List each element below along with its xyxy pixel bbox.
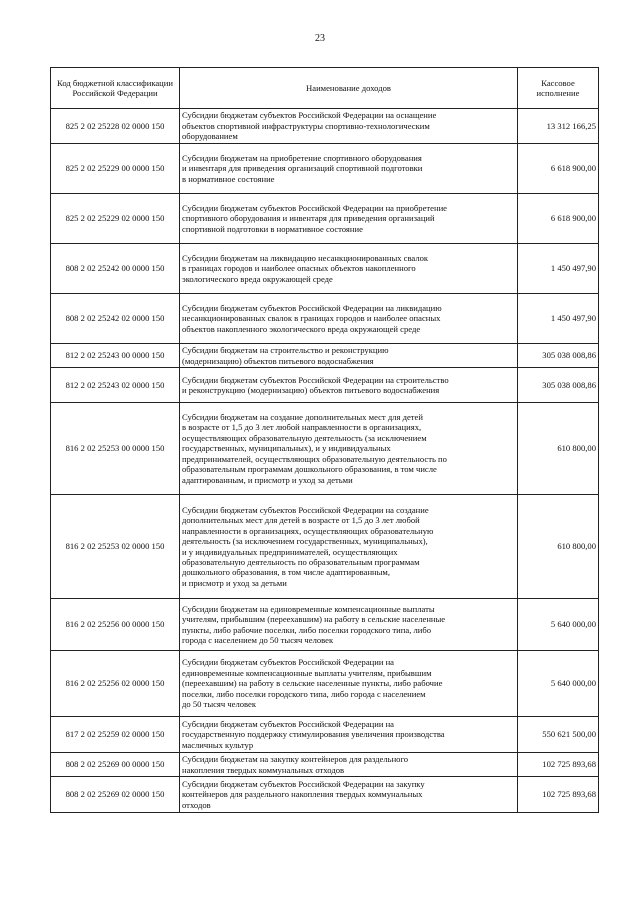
budget-code: 808 2 02 25242 02 0000 150: [51, 294, 180, 344]
revenue-name: Субсидии бюджетам на закупку контейнеров для раздельного накопления твердых коммунальных отходов: [180, 753, 518, 777]
budget-code: 816 2 02 25256 02 0000 150: [51, 651, 180, 717]
table-row: [51, 344, 599, 368]
table-row: [51, 144, 599, 194]
cash-execution: 610 800,00: [518, 495, 599, 599]
revenue-name: Субсидии бюджетам на ликвидацию несанкционированных свалок в границах городов и наиболее опасных объектов накопленного экологического вреда окружающей среде: [180, 244, 518, 294]
header-sum: Кассовое исполнение: [518, 68, 599, 109]
revenue-name: Субсидии бюджетам субъектов Российской Федерации на создание дополнительных мест для детей в возрасте от 1,5 до 3 лет любой направленности в организациях, осуществляющих образовательную деятельность (за исключением государственных, муниципальных), и у индивидуальных предпринимателей, осуществляющих образовательную деятельность по образовательным программам дошкольного образования, в том числе адаптированным, и присмотр и уход за детьми: [180, 495, 518, 599]
revenue-name: Субсидии бюджетам субъектов Российской Федерации на строительство и реконструкцию (модернизацию) объектов питьевого водоснабжения: [180, 368, 518, 403]
revenue-name: Субсидии бюджетам субъектов Российской Федерации на ликвидацию несанкционированных свалок в границах городов и наиболее опасных объектов накопленного экологического вреда окружающей среде: [180, 294, 518, 344]
cash-execution: 1 450 497,90: [518, 294, 599, 344]
table-row: [51, 753, 599, 777]
budget-code: 812 2 02 25243 02 0000 150: [51, 368, 180, 403]
cash-execution: 13 312 166,25: [518, 109, 599, 144]
table-row: [51, 244, 599, 294]
revenue-name: Субсидии бюджетам субъектов Российской Федерации на единовременные компенсационные выплаты учителям, прибывшим (переехавшим) на работу в сельские населенные пункты, либо рабочие поселки, либо поселки городского типа, либо города с населением до 50 тысяч человек: [180, 651, 518, 717]
table-row: [51, 777, 599, 813]
cash-execution: 5 640 000,00: [518, 599, 599, 651]
budget-code: 816 2 02 25253 00 0000 150: [51, 403, 180, 495]
cash-execution: 6 618 900,00: [518, 194, 599, 244]
cash-execution: 305 038 008,86: [518, 368, 599, 403]
cash-execution: 5 640 000,00: [518, 651, 599, 717]
cash-execution: 305 038 008,86: [518, 344, 599, 368]
table-row: [51, 294, 599, 344]
table-row: [51, 194, 599, 244]
budget-code: 816 2 02 25253 02 0000 150: [51, 495, 180, 599]
budget-code: 808 2 02 25269 02 0000 150: [51, 777, 180, 813]
cash-execution: 102 725 893,68: [518, 753, 599, 777]
cash-execution: 1 450 497,90: [518, 244, 599, 294]
cash-execution: 550 621 500,00: [518, 717, 599, 753]
budget-code: 825 2 02 25229 02 0000 150: [51, 194, 180, 244]
budget-code: 808 2 02 25269 00 0000 150: [51, 753, 180, 777]
revenue-name: Субсидии бюджетам субъектов Российской Федерации на оснащение объектов спортивной инфраструктуры спортивно-технологическим оборудованием: [180, 109, 518, 144]
page-number: 23: [315, 33, 325, 44]
revenue-name: Субсидии бюджетам субъектов Российской Федерации на государственную поддержку стимулирования увеличения производства масличных культур: [180, 717, 518, 753]
cash-execution: 6 618 900,00: [518, 144, 599, 194]
table-row: [51, 495, 599, 599]
revenue-name: Субсидии бюджетам на приобретение спортивного оборудования и инвентаря для приведения организаций спортивной подготовки в нормативное состояние: [180, 144, 518, 194]
budget-code: 816 2 02 25256 00 0000 150: [51, 599, 180, 651]
table-row: [51, 368, 599, 403]
revenue-name: Субсидии бюджетам на единовременные компенсационные выплаты учителям, прибывшим (переехавшим) на работу в сельские населенные пункты, либо рабочие поселки, либо поселки городского типа, либо города с населением до 50 тысяч человек: [180, 599, 518, 651]
table-row: [51, 651, 599, 717]
table-row: [51, 717, 599, 753]
revenue-table: [50, 67, 599, 813]
revenue-name: Субсидии бюджетам субъектов Российской Федерации на закупку контейнеров для раздельного накопления твердых коммунальных отходов: [180, 777, 518, 813]
table-row: [51, 599, 599, 651]
budget-code: 825 2 02 25228 02 0000 150: [51, 109, 180, 144]
table-header-row: [51, 68, 599, 109]
revenue-name: Субсидии бюджетам на создание дополнительных мест для детей в возрасте от 1,5 до 3 лет любой направленности в организациях, осуществляющих образовательную деятельность (за исключением государственных, муниципальных), и у индивидуальных предпринимателей, осуществляющих образовательную деятельность по образовательным программам дошкольного образования, в том числе адаптированным, и присмотр и уход за детьми: [180, 403, 518, 495]
revenue-name: Субсидии бюджетам на строительство и реконструкцию (модернизацию) объектов питьевого водоснабжения: [180, 344, 518, 368]
budget-code: 817 2 02 25259 02 0000 150: [51, 717, 180, 753]
budget-code: 808 2 02 25242 00 0000 150: [51, 244, 180, 294]
revenue-name: Субсидии бюджетам субъектов Российской Федерации на приобретение спортивного оборудования и инвентаря для приведения организаций спортивной подготовки в нормативное состояние: [180, 194, 518, 244]
cash-execution: 102 725 893,68: [518, 777, 599, 813]
table-row: [51, 403, 599, 495]
cash-execution: 610 800,00: [518, 403, 599, 495]
budget-code: 812 2 02 25243 00 0000 150: [51, 344, 180, 368]
header-name: Наименование доходов: [180, 68, 518, 109]
table-row: [51, 109, 599, 144]
budget-code: 825 2 02 25229 00 0000 150: [51, 144, 180, 194]
header-code: Код бюджетной классификации Российской Федерации: [51, 68, 180, 109]
